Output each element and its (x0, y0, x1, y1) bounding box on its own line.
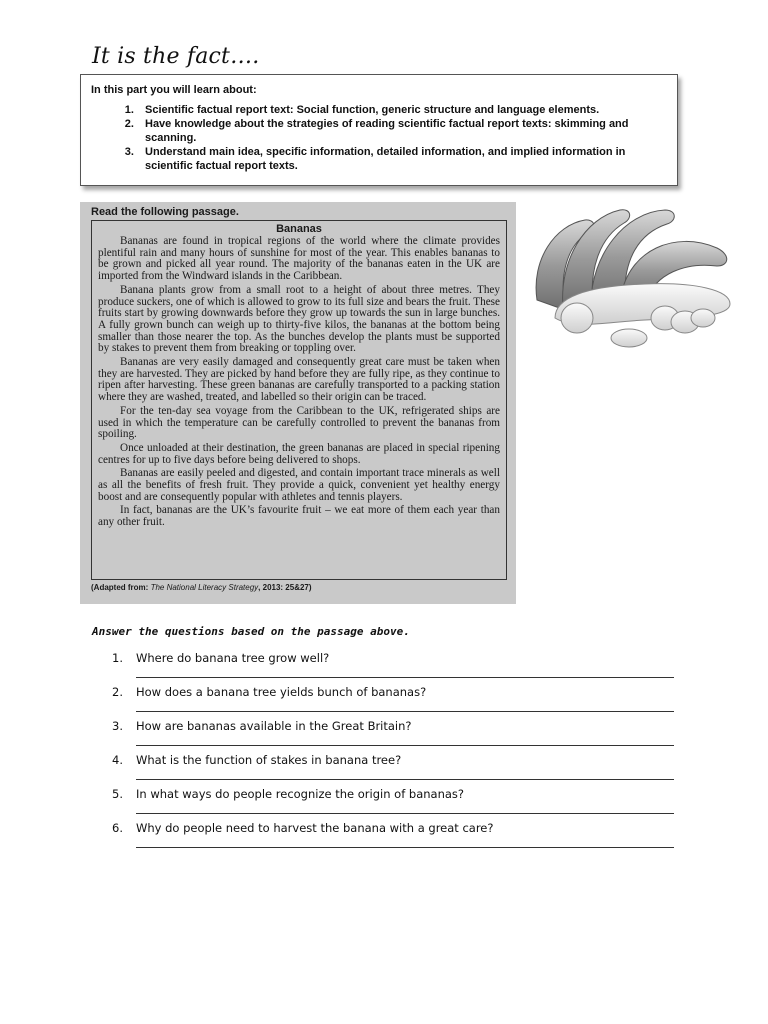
question-number: 5. (112, 787, 123, 801)
question-number: 6. (112, 821, 123, 835)
passage-paragraph: For the ten-day sea voyage from the Caribbean to the UK, refrigerated ships are used in which the temperature can be carefully controlled to prevent the bananas from spoiling. (98, 404, 500, 441)
source-label: (Adapted from: (91, 583, 151, 592)
passage-paragraph: Once unloaded at their destination, the green bananas are placed in special ripening centres for up to five days before being delivered to shops. (98, 441, 500, 466)
passage-box (91, 220, 507, 580)
passage-paragraph: Bananas are easily peeled and digested, and contain important trace minerals as well as all the benefits of fresh fruit. They provide a quick, convenient yet healthy energy boost and are consequently popular with athletes and tennis players. (98, 467, 500, 503)
question-text: How does a banana tree yields bunch of bananas? (136, 685, 427, 699)
answer-line[interactable] (136, 677, 674, 678)
passage-paragraph: Bananas are found in tropical regions of the world where the climate provides plentiful rain and many hours of sunshine for most of the year. This enables bananas to be grown and picked all year round. The majority of the bananas eaten in the UK are imported from the Windward islands in the Caribbean. (98, 235, 500, 283)
question-text: Where do banana tree grow well? (136, 651, 330, 665)
objectives-intro: In this part you will learn about: (91, 84, 257, 96)
objective-item: 1. Scientific factual report text: Social function, generic structure and language elements. (137, 103, 667, 117)
banana-image (525, 200, 745, 360)
question-text: In what ways do people recognize the origin of bananas? (136, 787, 465, 801)
objective-item: 3. Understand main idea, specific information, detailed information, and implied information in scientific factual report texts. (137, 145, 667, 173)
question-text: What is the function of stakes in banana tree? (136, 753, 402, 767)
question-number: 1. (112, 651, 123, 665)
question-number: 3. (112, 719, 123, 733)
answer-line[interactable] (136, 813, 674, 814)
passage-paragraph: In fact, bananas are the UK’s favourite fruit – we eat more of them each year than any other fruit. (98, 504, 500, 529)
passage-paragraph: Banana plants grow from a small root to a height of about three metres. They produce suckers, one of which is allowed to grow to its full size and bears the fruit. These fruits start by growing downwards before they grow up towards the sun in large bunches. A fully grown bunch can weigh up to thirty-five kilos, the bananas at the bottom being smaller than those nearer the top. As the bunches develop the plants must be supported by stakes to prevent them from breaking or toppling over. (98, 283, 500, 355)
source-rest: , 2013: 25&27) (258, 583, 312, 592)
objective-item: 2. Have knowledge about the strategies of reading scientific factual report texts: skimming and scanning. (137, 117, 667, 145)
source-title: The National Literacy Strategy (150, 583, 259, 592)
question-item (108, 648, 674, 682)
question-item (108, 750, 674, 784)
passage-title: Bananas (276, 223, 322, 235)
question-item (108, 784, 674, 818)
answer-line[interactable] (136, 847, 674, 848)
page-title: It is the fact…. (92, 44, 260, 69)
objectives-list (91, 103, 667, 173)
question-text: Why do people need to harvest the banana with a great care? (136, 821, 494, 835)
question-number: 4. (112, 753, 123, 767)
passage-source (91, 583, 507, 592)
questions-heading: Answer the questions based on the passage above. (92, 625, 410, 638)
question-item (108, 682, 674, 716)
reading-passage (80, 202, 516, 604)
answer-line[interactable] (136, 745, 674, 746)
question-text: How are bananas available in the Great Britain? (136, 719, 412, 733)
learning-objectives-box (80, 74, 678, 186)
question-item (108, 818, 674, 852)
answer-line[interactable] (136, 711, 674, 712)
question-item (108, 716, 674, 750)
questions-list (108, 648, 674, 852)
question-number: 2. (112, 685, 123, 699)
passage-paragraph: Bananas are very easily damaged and consequently great care must be taken when they are harvested. They are picked by hand before they are fully ripe, as they continue to ripen after harvesting. These green bananas are carefully transported to a packing station where they are washed, treated, and labelled so their origin can be traced. (98, 356, 500, 404)
passage-instruction: Read the following passage. (91, 206, 239, 218)
answer-line[interactable] (136, 779, 674, 780)
